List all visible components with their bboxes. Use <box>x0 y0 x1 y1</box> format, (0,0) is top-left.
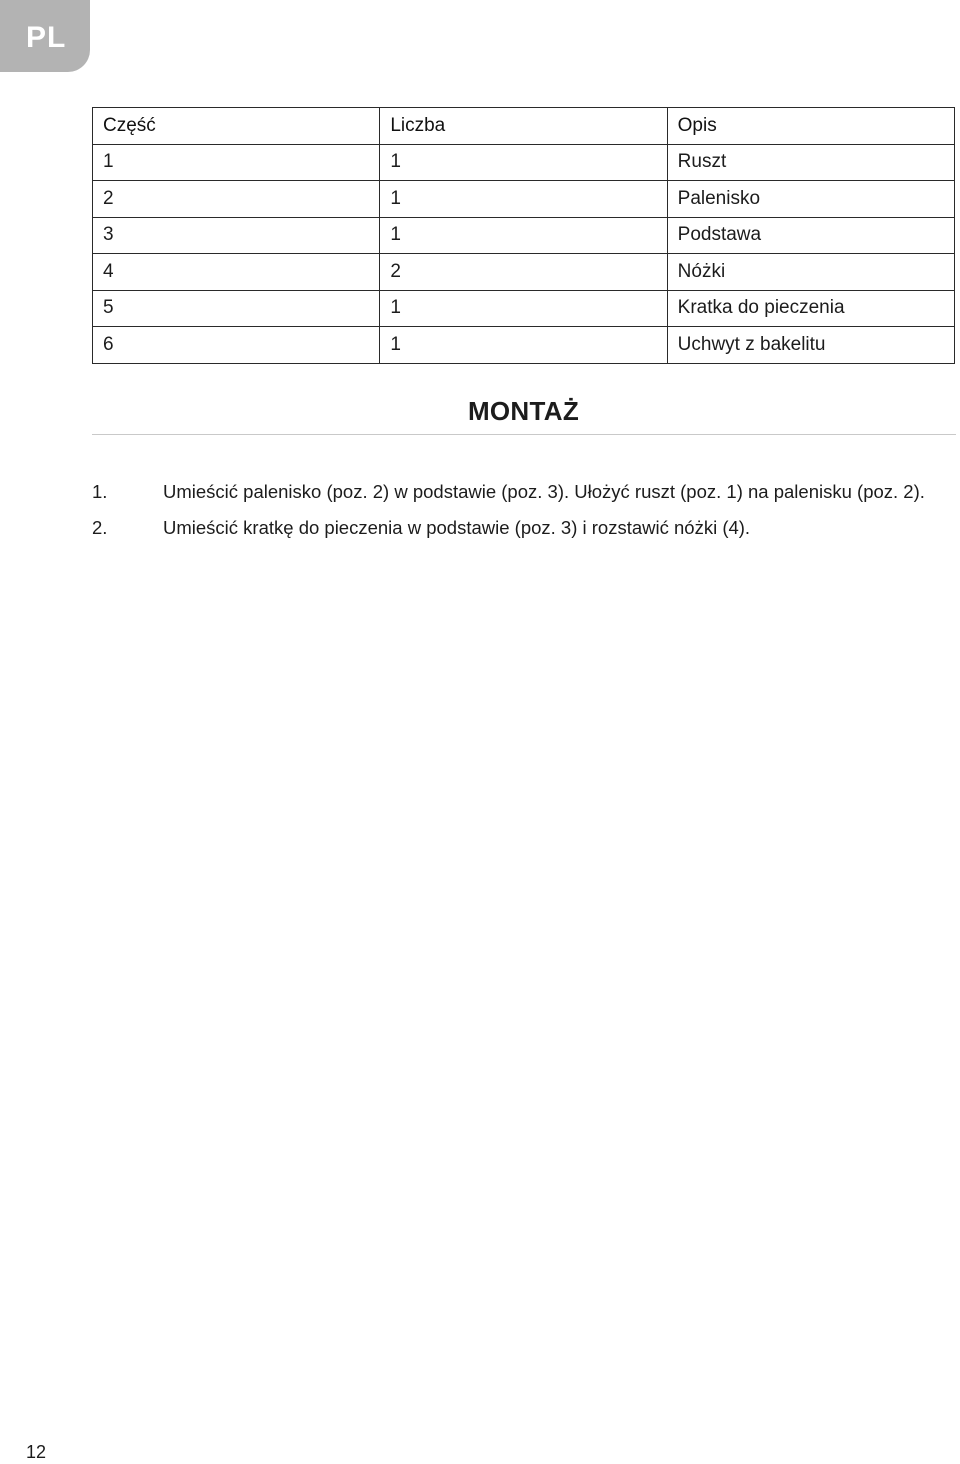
cell-quantity: 1 <box>380 217 667 254</box>
table-row <box>93 290 955 327</box>
cell-quantity: 2 <box>380 254 667 291</box>
cell-part: 2 <box>93 181 380 218</box>
assembly-steps <box>92 474 952 546</box>
cell-part: 4 <box>93 254 380 291</box>
table-header-row <box>93 108 955 145</box>
cell-description: Kratka do pieczenia <box>667 290 954 327</box>
list-item <box>92 510 952 546</box>
step-number: 1. <box>92 481 108 502</box>
table-row <box>93 144 955 181</box>
step-text: Umieścić palenisko (poz. 2) w podstawie (poz. 3). Ułożyć ruszt (poz. 1) na palenisku (poz. 2). <box>163 481 925 502</box>
cell-description: Palenisko <box>667 181 954 218</box>
column-header-part: Część <box>93 108 380 145</box>
cell-part: 5 <box>93 290 380 327</box>
step-text: Umieścić kratkę do pieczenia w podstawie (poz. 3) i rozstawić nóżki (4). <box>163 517 751 538</box>
cell-quantity: 1 <box>380 290 667 327</box>
step-number: 2. <box>92 517 108 538</box>
cell-quantity: 1 <box>380 181 667 218</box>
cell-quantity: 1 <box>380 144 667 181</box>
cell-description: Nóżki <box>667 254 954 291</box>
cell-description: Uchwyt z bakelitu <box>667 327 954 364</box>
table-row <box>93 327 955 364</box>
table-row <box>93 254 955 291</box>
cell-part: 1 <box>93 144 380 181</box>
cell-part: 6 <box>93 327 380 364</box>
cell-quantity: 1 <box>380 327 667 364</box>
section-divider <box>92 434 956 435</box>
cell-part: 3 <box>93 217 380 254</box>
language-tab: PL <box>0 0 90 72</box>
section-title-assembly: MONTAŻ <box>467 396 580 426</box>
cell-description: Podstawa <box>667 217 954 254</box>
page-number: 12 <box>26 1442 47 1462</box>
column-header-quantity: Liczba <box>380 108 667 145</box>
cell-description: Ruszt <box>667 144 954 181</box>
list-item <box>92 474 952 510</box>
parts-table <box>92 107 955 364</box>
table-row <box>93 181 955 218</box>
column-header-description: Opis <box>667 108 954 145</box>
table-row <box>93 217 955 254</box>
